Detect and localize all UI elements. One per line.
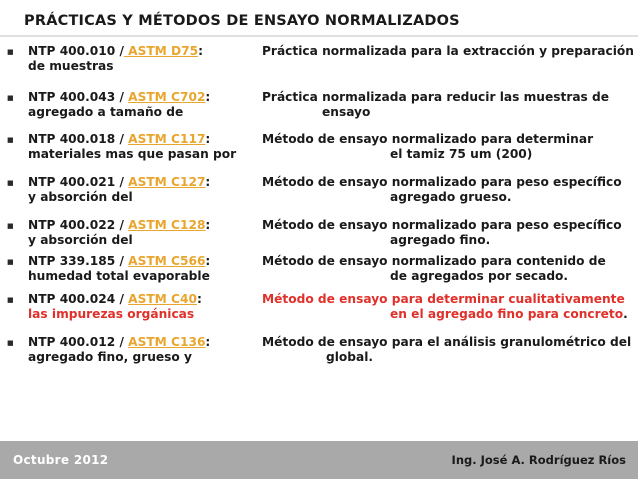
standard-description [262,292,634,322]
standard-code [28,335,258,365]
standard-description [262,90,634,120]
description-line-1: Método de ensayo para el análisis granulométrico del [262,335,632,349]
description-line-2: ensayo [322,105,371,119]
standard-code [28,292,258,322]
description-line-2: el tamiz 75 um (200) [390,147,533,161]
list-item [0,175,638,215]
standard-description [262,254,634,284]
description-line-1: Método de ensayo normalizado para determinar [262,132,594,146]
ntp-code: NTP 400.021 / [28,175,129,189]
list-item [0,254,638,294]
standard-description [262,132,634,162]
square-bullet-icon: ■ [7,222,14,230]
standard-continuation: y absorción del [28,233,133,247]
description-line-1: Práctica normalizada para la extracción y preparación [262,44,634,58]
ntp-code: NTP 400.024 / [28,292,129,306]
square-bullet-icon: ■ [7,48,14,56]
astm-suffix: : [205,335,211,349]
list-item [0,90,638,130]
astm-suffix: : [205,132,211,146]
astm-suffix: : [205,218,211,232]
astm-link[interactable]: ASTM C117 [128,132,206,146]
astm-link[interactable]: ASTM C127 [128,175,206,189]
square-bullet-icon: ■ [7,179,14,187]
square-bullet-icon: ■ [7,296,14,304]
description-line-1: Método de ensayo normalizado para contenido de [262,254,606,268]
astm-link[interactable]: ASTM C136 [128,335,206,349]
standard-continuation: las impurezas orgánicas [28,307,195,321]
description-line-1: Método de ensayo normalizado para peso específico [262,175,622,189]
title-divider [0,35,638,37]
square-bullet-icon: ■ [7,136,14,144]
slide-title: PRÁCTICAS Y MÉTODOS DE ENSAYO NORMALIZADOS [24,13,460,29]
square-bullet-icon: ■ [7,339,14,347]
list-item [0,44,638,84]
ntp-code: NTP 339.185 / [28,254,129,268]
standard-continuation: agregado fino, grueso y [28,350,192,364]
description-line-2: en el agregado fino para concreto [390,307,624,321]
standard-continuation: agregado a tamaño de [28,105,184,119]
astm-suffix: : [205,254,211,268]
standard-code [28,218,258,248]
standard-description [262,218,634,248]
astm-link[interactable]: ASTM C128 [128,218,206,232]
standard-continuation: y absorción del [28,190,133,204]
footer-date: Octubre 2012 [13,453,109,467]
standard-code [28,90,258,120]
description-period: . [623,307,628,321]
description-line-2: agregado fino. [390,233,491,247]
list-item [0,132,638,172]
description-line-2: agregado grueso. [390,190,512,204]
astm-link[interactable]: ASTM C40 [128,292,197,306]
ntp-code: NTP 400.010 / [28,44,124,58]
standard-code [28,254,258,284]
square-bullet-icon: ■ [7,258,14,266]
footer-author: Ing. José A. Rodríguez Ríos [451,453,626,467]
square-bullet-icon: ■ [7,94,14,102]
footer-bar [0,441,638,479]
standard-continuation: humedad total evaporable [28,269,210,283]
standard-continuation: materiales mas que pasan por [28,147,237,161]
standard-code [28,132,258,162]
astm-suffix: : [205,175,211,189]
astm-suffix: : [198,44,203,58]
standard-continuation: de muestras [28,59,114,73]
description-line-1: Método de ensayo para determinar cualitativamente [262,292,625,306]
standard-description [262,175,634,205]
standard-description [262,335,634,365]
astm-suffix: : [205,90,211,104]
ntp-code: NTP 400.022 / [28,218,129,232]
ntp-code: NTP 400.012 / [28,335,129,349]
list-item [0,218,638,258]
description-line-2: global. [326,350,374,364]
list-item [0,292,638,332]
astm-link[interactable]: ASTM C702 [128,90,206,104]
standard-description [262,44,634,59]
ntp-code: NTP 400.043 / [28,90,129,104]
list-item [0,335,638,375]
description-line-2: de agregados por secado. [390,269,569,283]
description-line-1: Método de ensayo normalizado para peso específico [262,218,622,232]
astm-suffix: : [196,292,202,306]
astm-link[interactable]: ASTM D75 [123,44,199,58]
ntp-code: NTP 400.018 / [28,132,129,146]
astm-link[interactable]: ASTM C566 [128,254,206,268]
standard-code [28,175,258,205]
standard-code [28,44,258,74]
description-line-1: Práctica normalizada para reducir las muestras de [262,90,610,104]
